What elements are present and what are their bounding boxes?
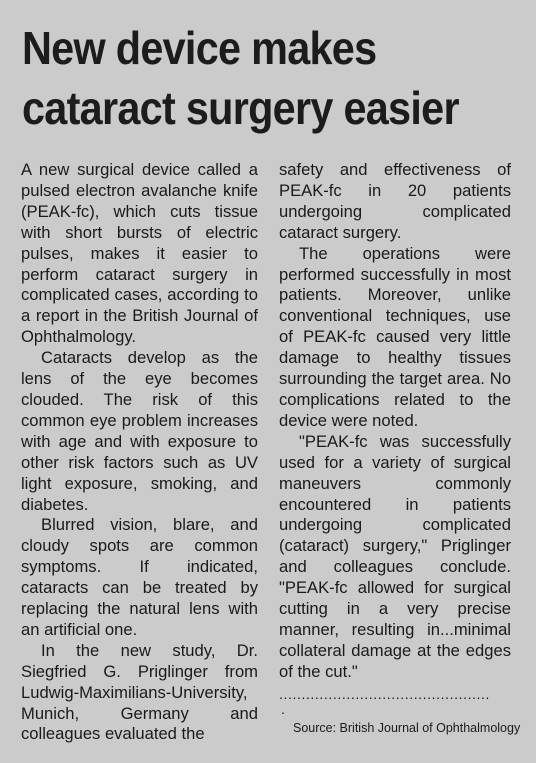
paragraph-safety: safety and effectiveness of PEAK-fc in 20 patients undergoing complicated cataract surgery. [279, 160, 511, 242]
paragraph-intro: A new surgical device called a pulsed electron avalanche knife (PEAK-fc), which cuts tissue with short bursts of electric pulses, makes it easier to perform cataract surgery in complicated cases, according to a report in the British Journal of Ophthalmology. [21, 160, 258, 347]
paragraph-study: In the new study, Dr. Siegfried G. Priglinger from Ludwig-Maximilians-University, Munich, Germany and colleagues evaluated the [21, 640, 258, 744]
right-column [279, 160, 511, 683]
paragraph-cataracts: Cataracts develop as the lens of the eye becomes clouded. The risk of this common eye problem increases with age and with exposure to other risk factors such as UV light exposure, smoking, and diabetes. [21, 348, 258, 514]
paragraph-symptoms: Blurred vision, blare, and cloudy spots are common symptoms. If indicated, cataracts can be treated by replacing the natural lens with an artificial one. [21, 515, 258, 639]
dotted-rule: ............................................... [279, 686, 491, 702]
left-column [21, 160, 258, 745]
dotted-rule-end: . [281, 701, 285, 717]
paragraph-results: The operations were performed successfully in most patients. Moreover, unlike conventional techniques, use of PEAK-fc caused very little damage to healthy tissues surrounding the target area. No complications related to the device were noted. [279, 243, 511, 430]
source-credit: Source: British Journal of Ophthalmology [293, 721, 521, 735]
headline: New device makes cataract surgery easier [22, 22, 459, 134]
paragraph-quote: "PEAK-fc was successfully used for a variety of surgical maneuvers commonly encountered in patients undergoing complicated (cataract) surgery," Priglinger and colleagues conclude. "PEAK-fc allowed for surgical cutting in a very precise manner, resulting in...minimal collateral damage at the edges of the cut." [279, 431, 511, 681]
